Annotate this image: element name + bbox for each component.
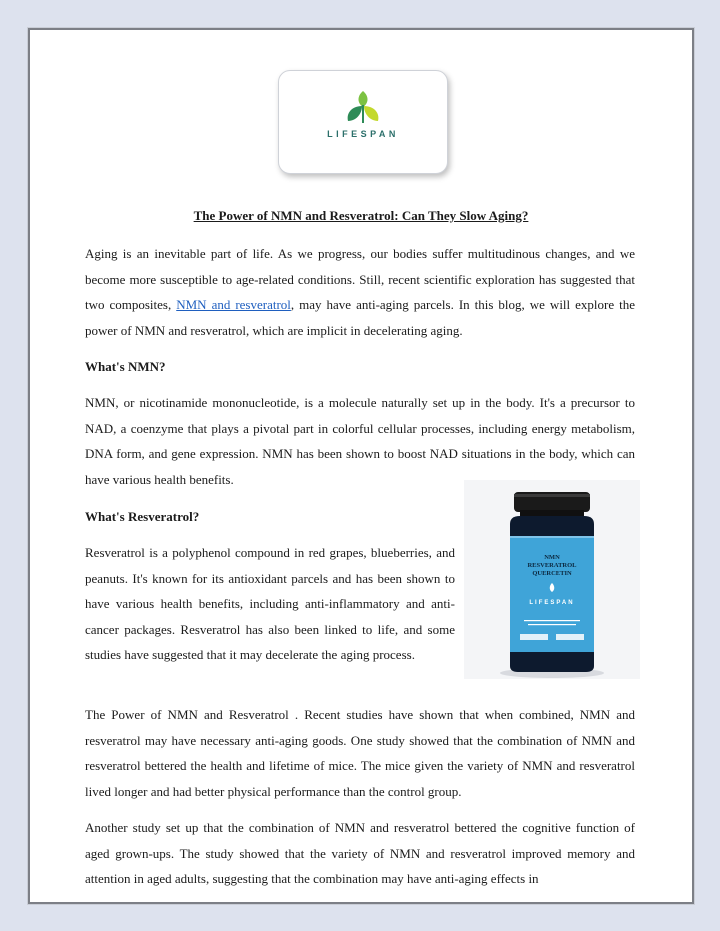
resveratrol-paragraph: Resveratrol is a polyphenol compound in red grapes, blueberries, and peanuts. It's known for its antioxidant parcels and has been shown to have various health benefits, including anti-inflammatory and anti-cancer packages. Resveratrol has also been linked to life, and some studies have suggested that it may decelerate the aging process. bbox=[85, 545, 455, 662]
intro-paragraph bbox=[85, 241, 635, 343]
document-page bbox=[28, 28, 694, 904]
power-paragraph: The Power of NMN and Resveratrol . Recent studies have shown that when combined, NMN and resveratrol may have necessary anti-aging goods. One study showed that the combination of NMN and resveratrol bettered the health and lifetime of mice. The mice given the variety of NMN and resveratrol lived longer and had better physical performance than the control group. bbox=[85, 707, 635, 799]
resveratrol-heading: What's Resveratrol? bbox=[85, 509, 200, 524]
product-image bbox=[464, 480, 640, 679]
intro-text-end: , may have anti-aging parcels. In this blog, we will explore the power of NMN and resveratrol, which are implicit in decelerating aging. bbox=[85, 297, 636, 338]
bottle-label-line-1: NMN bbox=[544, 554, 560, 561]
lifespan-leaf-logo-icon bbox=[338, 87, 388, 127]
intro-text-start: Aging is an inevitable part of life. As we progress, our bodies suffer multitudinous changes, and we become more susceptible to age-related conditions. Still, recent scientific exploration has suggested that two composites, bbox=[85, 246, 635, 312]
logo-wordmark: LIFESPAN bbox=[327, 129, 399, 139]
article-title: The Power of NMN and Resveratrol: Can They Slow Aging? bbox=[193, 208, 529, 223]
nmn-resveratrol-link[interactable]: NMN and resveratrol bbox=[176, 297, 291, 312]
nmn-heading: What's NMN? bbox=[85, 359, 166, 374]
supplement-bottle-icon bbox=[464, 480, 640, 679]
bottle-brand: LIFESPAN bbox=[529, 600, 575, 606]
brand-logo-card bbox=[278, 70, 448, 174]
bottle-label-line-3: QUERCETIN bbox=[532, 570, 572, 577]
study-paragraph: Another study set up that the combination of NMN and resveratrol bettered the cognitive function of aged grown-ups. The study showed that the variety of NMN and resveratrol improved memory and attention in aged adults, suggesting that the combination may have anti-aging effects in bbox=[85, 820, 635, 886]
nmn-paragraph: NMN, or nicotinamide mononucleotide, is a molecule naturally set up in the body. It's a precursor to NAD, a coenzyme that plays a pivotal part in colorful cellular processes, including energy metabolism, DNA form, and gene expression. NMN has been shown to boost NAD situations in the body, which can have various health benefits. bbox=[85, 395, 635, 487]
bottle-label-line-2: RESVERATROL bbox=[527, 562, 577, 569]
